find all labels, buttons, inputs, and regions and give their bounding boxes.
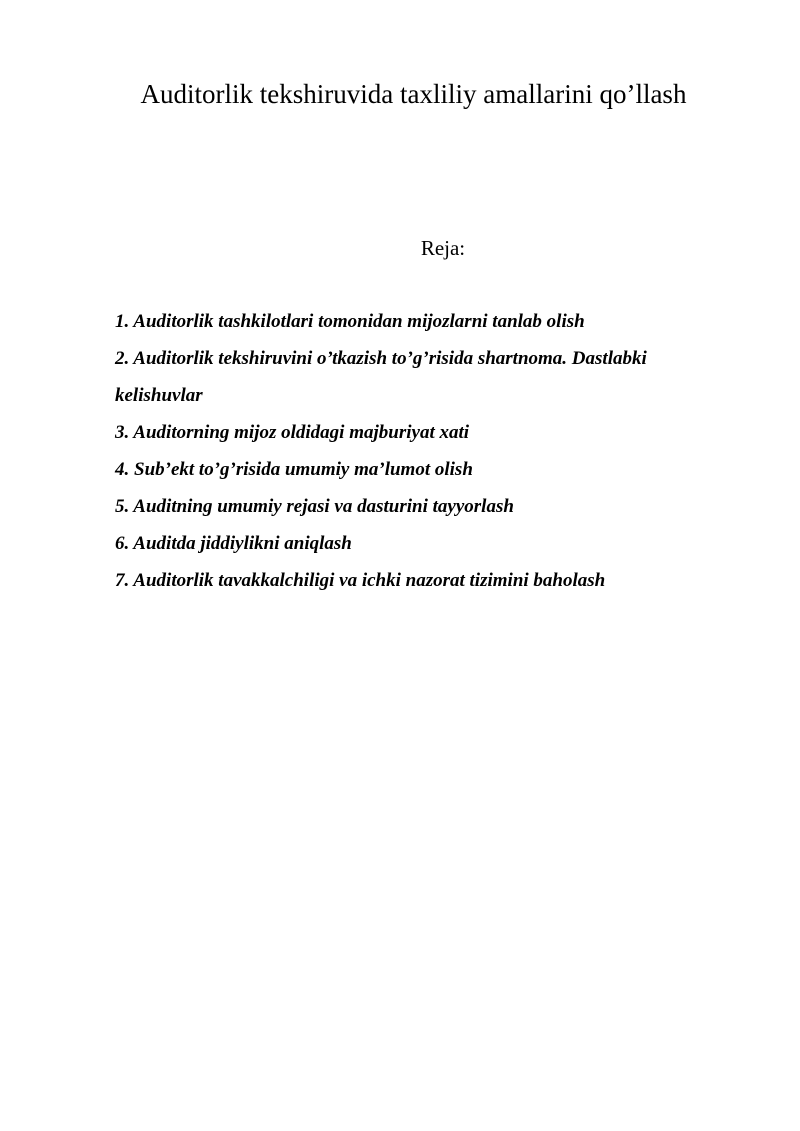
document-title: Auditorlik tekshiruvida taxliliy amallarini qo’llash	[140, 79, 687, 109]
plan-item: 3. Auditorning mijoz oldidagi majburiyat xati	[115, 422, 470, 443]
plan-item: 1. Auditorlik tashkilotlari tomonidan mijozlarni tanlab olish	[115, 311, 585, 332]
plan-item: 6. Auditda jiddiylikni aniqlash	[115, 533, 352, 554]
plan-list	[115, 303, 735, 599]
plan-item: 5. Auditning umumiy rejasi va dasturini tayyorlash	[115, 496, 514, 517]
plan-item: 2. Auditorlik tekshiruvini o’tkazish to’g’risida shartnoma. Dastlabki kelishuvlar	[115, 348, 647, 406]
plan-item: 4. Sub’ekt to’g’risida umumiy ma’lumot olish	[115, 459, 473, 480]
plan-heading: Reja:	[420, 236, 466, 260]
plan-item: 7. Auditorlik tavakkalchiligi va ichki nazorat tizimini baholash	[115, 570, 606, 591]
